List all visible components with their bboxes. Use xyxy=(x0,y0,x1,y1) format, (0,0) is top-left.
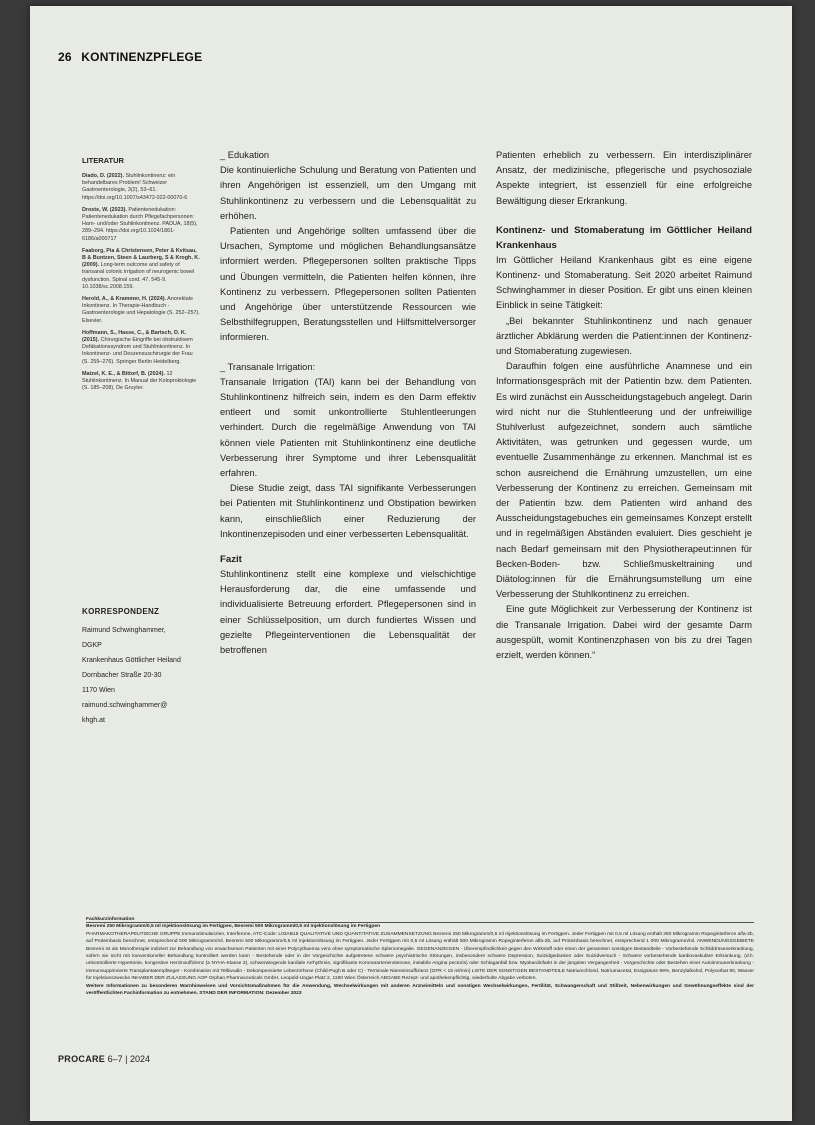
reference-text: Patientenedukation: Patientenedukation durch Pflegefachpersonen: Harn- und/oder Stuhlinkontinenz. PADUA, 18(5), 289–294. https://doi.org/10.1024/1861-6186/a000717 xyxy=(82,206,198,242)
magazine-page xyxy=(30,6,792,1121)
correspondence-title: DGKP xyxy=(82,642,102,649)
fachinfo-body: PHARMAKOTHERAPEUTISCHE GRUPPE Immunstimulanzien, Interferone, ATC-Code: L03AB15 QUALITATIVE UND QUANTITATIVE ZUSAMMENSETZUNG Besremi 250 Mikrogramm/0,5 ml Injektionslösung im Fertigpen. Jeder Fertigpen mit 0,5 ml Lösung enthält 250 Mikrogramm Ropeginterferon alfa-2b, auf Proteinbasis berechnet, entsprechend 500 Mikrogramm/ml. Besremi 500 Mikrogramm/0,5 ml Injektionslösung im Fertigpen. Jeder Fertigpen mit 0,5 ml Lösung enthält 500 Mikrogramm Ropeginterferon alfa-2b, auf Proteinbasis berechnet, entsprechend 1 000 Mikrogramm/ml. ANWENDUNGSGEBIETE Besremi ist als Monotherapie indiziert zur Behandlung von erwachsenen Patienten mit einer Polycythaemia vera ohne symptomatische Splenomegalie. GEGENANZEIGEN - Überempfindlichkeit gegen den Wirkstoff oder einen der genannten sonstigen Bestandteile - Vorbestehende Schilddrüsenerkrankung, sofern sie nicht mit konventioneller Behandlung kontrolliert werden kann - Bestehende oder in der Vorgeschichte aufgetretene schwere psychiatrische Störungen, insbesondere schwere Depression, Suizidgedanken oder Suizidversuch - Schwere vorbestehende kardiovaskuläre Erkrankung, (d.h. unkontrollierte Hypertonie, kongestive Herzinsuffizienz (≥ NYHA-Klasse 2), schwerwiegende kardiale Arrhythmie, signifikante Koronararterienstenose, instabile Angina pectoris) oder Schlaganfall bzw. Myokardinfarkt in der jüngsten Vergangenheit - Vorgeschichte oder Bestehen einer Autoimmunerkrankung - Immunsupprimierte Transplantatempfänger - Kombination mit Telbivudin - Dekompensierte Leberzirrhose (Child-Pugh B oder C) - Terminale Niereninsuffizienz (GFR < 15 ml/min) LISTE DER SONSTIGEN BESTANDTEILE Natriumchlorid, Natriumacetat, Essigsäure 99%, Benzylalkohol, Polysorbat 80, Wasser für Injektionszwecke INHABER DER ZULASSUNG AOP Orphan Pharmaceuticals GmbH, Leopold-Ungar-Platz 2, 1190 Wien Österreich ABGABE Rezept- und apothekenpflichtig, wiederholte Abgabe verboten. xyxy=(86,931,754,982)
correspondence-institution: Krankenhaus Göttlicher Heiland xyxy=(82,657,181,664)
correspondence-email[interactable]: raimund.schwinghammer@ xyxy=(82,702,168,709)
edukation-subheading: _ Edukation xyxy=(220,150,270,160)
correspondence-street: Dornbacher Straße 20-30 xyxy=(82,672,162,679)
reference-authors: Herold, A., & Krammer, H. (2024). xyxy=(82,296,166,303)
fachinfo-footer: Weitere Informationen zu besonderen Warnhinweisen und Vorsichtsmaßnahmen für die Anwendung, Wechselwirkungen mit anderen Arzneimitteln und sonstigen Wechselwirkungen, Fertilität, Schwangerschaft und Stillzeit, Nebenwirkungen und Gewöhnungseffekte sind der veröffentlichten Fachinformation zu entnehmen. STAND DER INFORMATION: Dezember 2023 xyxy=(86,983,754,997)
fachkurzinformation-box xyxy=(86,916,754,997)
page-footer xyxy=(58,1054,150,1064)
paragraph: Eine gute Möglichkeit zur Verbesserung der Kontinenz ist die Transanale Irrigation. Dabei wird der gesamte Darm ausgespült, womit Kontinenzphasen von bis zu drei Tagen erzielt, werden können.“ xyxy=(496,604,752,661)
page-header xyxy=(58,50,202,64)
reference-authors: Hoffmann, S., Hasse, C., & Bartsch, D. K. (2015). xyxy=(82,329,187,344)
reference-item xyxy=(82,248,200,291)
reference-item xyxy=(82,371,200,393)
reference-authors: Matzel, K. E., & Bittorf, B. (2024). xyxy=(82,370,165,377)
paragraph: „Bei bekannter Stuhlinkontinenz und nach genauer ärztlicher Abklärung werden die Patient:innen der Kontinenz- und Stomaberatung zugewiesen. xyxy=(496,315,752,357)
correspondence-email-domain[interactable]: khgh.at xyxy=(82,717,105,724)
correspondence-block xyxy=(82,604,202,728)
article-column-1 xyxy=(220,148,476,658)
article-column-2 xyxy=(496,148,752,663)
reference-text: Anorektale Inkontinenz. In Therapie-Handbuch - Gastroenterologie und Hepatologie (S. 252–257). Elsevier. xyxy=(82,296,200,324)
issue-number: 6–7 | 2024 xyxy=(107,1054,151,1064)
reference-text: Chirurgische Eingriffe bei obstruktivem Defäkationssyndrom und Stuhlinkontinenz. In Inkontinenz- und Deszensuschirurgie der Frau (S. 259–276). Springer Berlin Heidelberg. xyxy=(82,337,193,365)
literature-heading: LITERATUR xyxy=(82,156,124,165)
reference-authors: Diado, D. (2022). xyxy=(82,173,124,179)
correspondence-name: Raimund Schwinghammer, xyxy=(82,627,166,634)
paragraph: Im Göttlicher Heiland Krankenhaus gibt es eine eigene Kontinenz- und Stomaberatung. Seit 2020 arbeitet Raimund Schwinghammer in dieser Position. Er gibt uns einen kleinen Einblick in seine Tätigkeit: xyxy=(496,254,752,311)
paragraph: Patienten und Angehörige sollten umfassend über die Ursachen, Symptome und möglichen Behandlungsansätze informiert werden. Pflegepersonen sollten praktische Tipps und Übungen vermitteln, die Patienten helfen können, ihre Kontinenz zu verbessern. Pflegepersonen sollten Patienten und Angehörige über unterstützende Ressourcen wie Selbsthilfegruppen, Beratungsstellen und Hilfsmittelversorger informieren. xyxy=(220,226,476,343)
fachinfo-divider xyxy=(86,922,754,923)
fachinfo-product: Besremi 250 Mikrogramm/0,5 ml Injektionslösung im Fertigpen, Besremi 500 Mikrogramm/0,5 ml Injektionslösung im Fertigpen xyxy=(86,924,381,930)
paragraph: Patienten erheblich zu verbessern. Ein interdisziplinärer Ansatz, der medizinische, pflegerische und psychosoziale Aspekte integriert, ist essenziell für eine erfolgreiche Bewältigung dieser Erkrankung. xyxy=(496,150,752,206)
paragraph: Diese Studie zeigt, dass TAI signifikante Verbesserungen bei Patienten mit Stuhlinkontinenz und Obstipation bewirken kann, einschließlich einer Reduzierung der Inkontinenzepisoden und einer verbesserten Lebensqualität. xyxy=(220,483,476,539)
reference-item xyxy=(82,207,200,243)
reference-item xyxy=(82,296,200,325)
fachinfo-title: Fachkurzinformation xyxy=(86,917,135,922)
reference-item xyxy=(82,173,200,202)
reference-text: Stuhlinkontinenz: ein behandelbares Problem! Schweizer Gastroenterologie, 3(2), 53–61. https://doi.org/10.1007/s43472-022-00070-6 xyxy=(82,173,188,201)
reference-text: 12 Stuhlinkontinenz. In Manual der Koloproktologie (S. 185–208). De Gruyter. xyxy=(82,370,197,392)
paragraph: Stuhlinkontinenz stellt eine komplexe und vielschichtige Herausforderung dar, die eine umfassende und individualisierte Betreuung erfordert. Pflegepersonen sind in einer Schlüsselposition, um durch fundiertes Wissen und gezielte Pflegeinterventionen die Lebensqualität der betroffenen xyxy=(220,569,476,656)
paragraph: Transanale Irrigation (TAI) kann bei der Behandlung von Stuhlinkontinenz hilfreich sein, indem es den Darm effektiv entleert und somit unkontrollierte Stuhlentleerungen verhindert. Durch die regelmäßige Anwendung von TAI können viele Patienten mit Stuhlinkontinenz eine deutliche Verbesserung ihrer Symptome und ihrer Lebensqualität erfahren. xyxy=(220,376,476,479)
irrigation-subheading: _ Transanale Irrigation: xyxy=(220,361,316,372)
reference-authors: Faaborg, Pia & Christensen, Peter & Kvitsau, B & Buntzen, Steen & Laurberg, S & Krogh, K. (2009). xyxy=(82,247,200,269)
paragraph: Daraufhin folgen eine ausführliche Anamnese und ein Informationsgespräch mit der Patientin bzw. dem Patienten. Es wird zunächst ein Ausscheidungstagebuch angelegt. Darin wird nicht nur die Stuhlentleerung und der unfreiwillige Stuhlverlust aufgezeichnet, sondern auch sämtliche Aktivitäten, was getrunken und gegessen wurde, um eventuelle Zusammenhänge zu erkennen. Manchmal ist es schon ausreichend die Ernährung umzustellen, um eine Verbesserung der Kontinenz zu erreichen. Gemeinsam mit der Patientin bzw. dem Patienten wird anhand des Ausscheidungstagebuches ein gemeinsames Konzept erstellt und in regelmäßigen Abständen evaluiert. Dies geschieht je nach Bedarf gemeinsam mit den Physiotherapeut:innen für Becken-Boden- bzw. Schließmuskeltraining und Diätolog:innen für die Ernährungsumstellung um eine Verbesserung der Stuhlkontinenz zu erreichen. xyxy=(496,361,752,600)
literature-sidebar xyxy=(82,156,200,397)
reference-item xyxy=(82,330,200,366)
reference-text: Long-term outcome and safety of transanal colonic irrigation of neurogenic bowel dysfunction. Spinal cord. 47. 545-9. 10.1038/sc.2008.159. xyxy=(82,262,195,290)
reference-authors: Droste, W. (2023). xyxy=(82,206,127,213)
correspondence-heading: KORRESPONDENZ xyxy=(82,607,160,616)
correspondence-city: 1170 Wien xyxy=(82,687,115,694)
page-number: 26 xyxy=(58,50,72,64)
magazine-brand: PROCARE xyxy=(58,1054,106,1064)
fazit-heading: Fazit xyxy=(220,554,242,566)
section-title: KONTINENZPFLEGE xyxy=(81,50,203,64)
stomaberatung-heading: Kontinenz- und Stomaberatung im Göttlicher Heiland Krankenhaus xyxy=(496,224,752,251)
paragraph: Die kontinuierliche Schulung und Beratung von Patienten und ihren Angehörigen ist essenziell, um den Umgang mit Stuhlinkontinenz zu verbessern und die Lebensqualität zu erhöhen. xyxy=(220,165,476,221)
